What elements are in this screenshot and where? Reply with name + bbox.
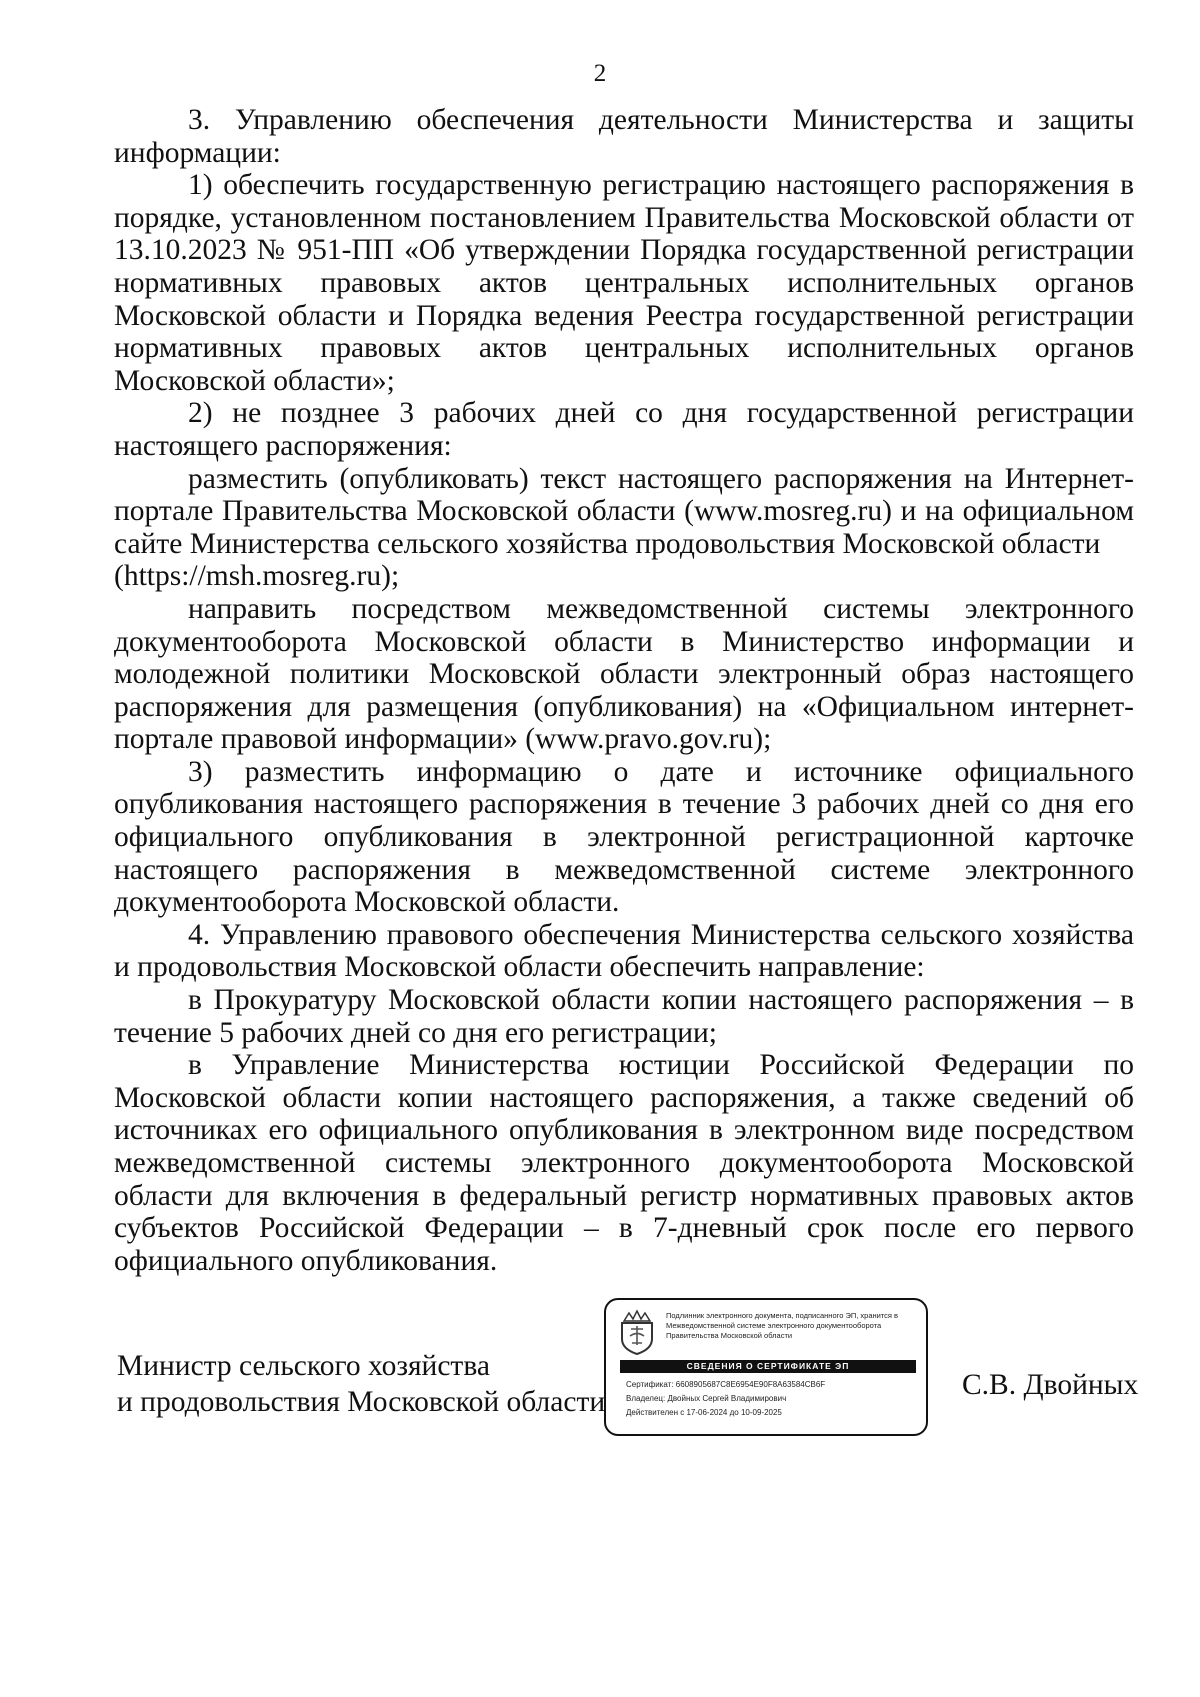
stamp-details <box>626 1378 825 1420</box>
paragraph: направить посредством межведомственной системы электронного документооборота Московской области в Министерство информации и молодежной политики Московской области электронный образ настоящего распоряжения для размещения (опубликования) на «Официальном интернет-портале правовой информации» (www.pravo.gov.ru); <box>114 592 1134 756</box>
stamp-header: Подлинник электронного документа, подписанного ЭП, хранится в Межведомственной системе электронного документооборота Правительства Московской области <box>666 1311 899 1340</box>
signatory-title-line: Министр сельского хозяйства <box>117 1350 490 1382</box>
paragraph: 1) обеспечить государственную регистрацию настоящего распоряжения в порядке, установленном постановлением Правительства Московской области от 13.10.2023 № 951-ПП «Об утверждении Порядка государственной регистрации нормативных правовых актов центральных исполнительных органов Московской области и Порядка ведения Реестра государственной регистрации нормативных правовых актов центральных исполнительных органов Московской области»; <box>114 169 1134 397</box>
paragraph: 4. Управлению правового обеспечения Министерства сельского хозяйства и продовольствия Московской области обеспечить направление: <box>114 918 1134 984</box>
stamp-owner: Владелец: Двойных Сергей Владимирович <box>626 1394 787 1403</box>
paragraph: в Управление Министерства юстиции Российской Федерации по Московской области копии настоящего распоряжения, а также сведений об источниках его официального опубликования в электронном виде посредством межведомственной системы электронного документооборота Московской области для включения в федеральный регистр нормативных правовых актов субъектов Российской Федерации – в 7-дневный срок после его первого официального опубликования. <box>114 1049 1134 1277</box>
signatory-name: С.В. Двойных <box>962 1369 1139 1401</box>
paragraph: в Прокуратуру Московской области копии настоящего распоряжения – в течение 5 рабочих дней со дня его регистрации; <box>114 984 1134 1049</box>
signatory-title <box>117 1348 605 1420</box>
paragraph: 3. Управлению обеспечения деятельности Министерства и защиты информации: <box>114 104 1134 169</box>
stamp-title: СВЕДЕНИЯ О СЕРТИФИКАТЕ ЭП <box>620 1360 916 1373</box>
stamp-validity: Действителен с 17-06-2024 до 10-09-2025 <box>626 1408 782 1417</box>
stamp-certificate: Сертификат: 6608905687C8E6954E90F8A63584CB6F <box>626 1380 826 1389</box>
paragraph: (https://msh.mosreg.ru); <box>114 560 400 593</box>
paragraph: разместить (опубликовать) текст настоящего распоряжения на Интернет-портале Правительства Московской области (www.mosreg.ru) и на официальном сайте Министерства сельского хозяйства продовольствия Московской области <box>114 462 1134 560</box>
paragraph: 2) не позднее 3 рабочих дней со дня государственной регистрации настоящего распоряжения: <box>114 397 1134 462</box>
paragraph: 3) разместить информацию о дате и источнике официального опубликования настоящего распоряжения в течение 3 рабочих дней со дня его официального опубликования в электронной регистрационной карточке настоящего распоряжения в межведомственной системе электронного документооборота Московской области. <box>114 755 1134 919</box>
page-number: 2 <box>593 60 607 87</box>
electronic-signature-stamp <box>604 1298 928 1436</box>
signatory-title-line: и продовольствия Московской области <box>117 1386 606 1418</box>
document-body <box>114 104 1134 1277</box>
moscow-oblast-coat-of-arms-icon <box>618 1309 656 1355</box>
